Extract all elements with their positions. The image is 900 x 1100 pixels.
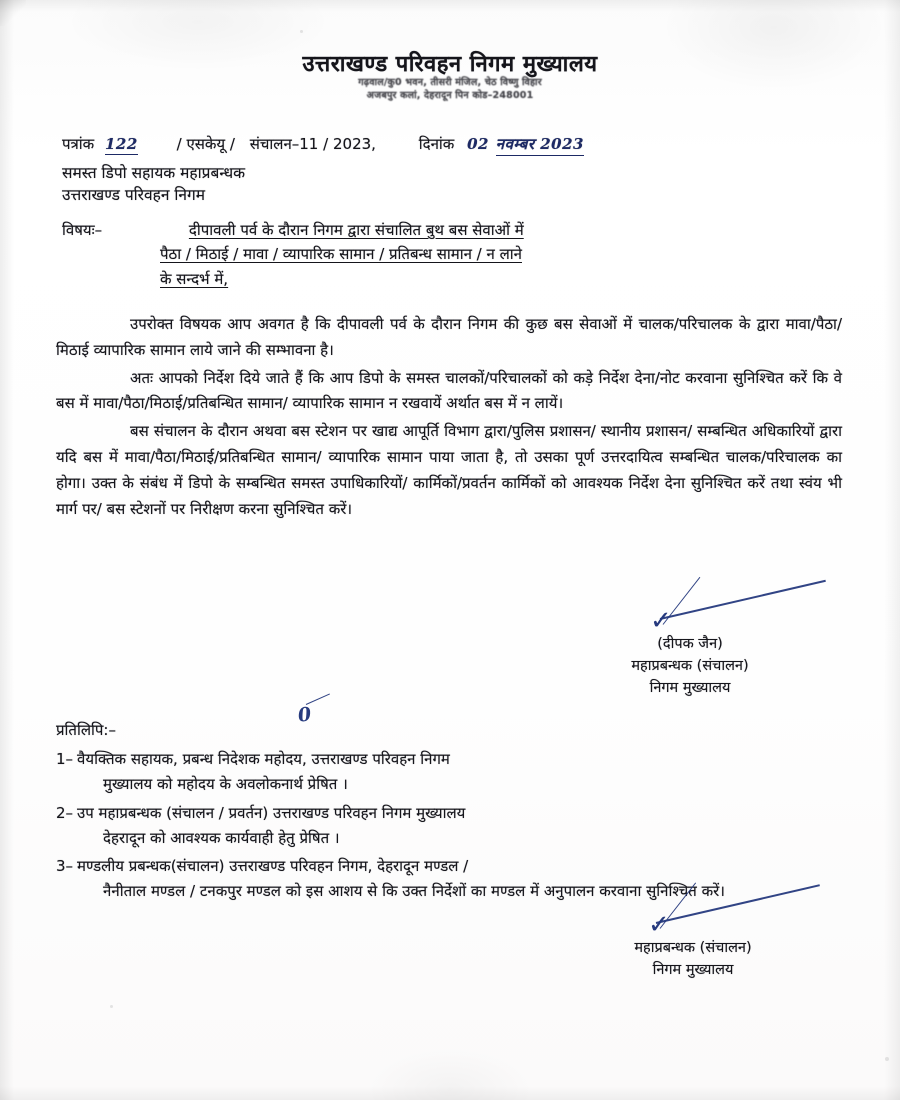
letter-body: [56, 312, 842, 524]
subject-line-1: दीपावली पर्व के दौरान निगम द्वारा संचालित बुथ बस सेवाओं में: [188, 221, 524, 239]
signature-stroke-main-2: [663, 577, 701, 625]
reference-separator-1: /: [176, 135, 182, 153]
copy-item-text: [77, 747, 846, 797]
subject-line-2: पैठा / मिठाई / मावा / व्यापारिक सामान / प्रतिबन्ध सामान / न लाने: [160, 245, 522, 264]
letterhead: [0, 52, 900, 103]
copy-item-text: [77, 801, 846, 851]
letterhead-address-line-1: गढ़वाल/कु0 भवन, तीसरी मंजिल, चेठ विष्णु विहार: [358, 77, 542, 89]
subject-label: विषयः–: [62, 221, 103, 239]
scan-edge-shadow-right: [884, 0, 900, 1100]
signatory-designation: महाप्रबन्धक (संचालन): [631, 657, 749, 674]
copy-list-item: [56, 854, 846, 904]
margin-mark-stroke: [306, 693, 330, 704]
signatory-name: (दीपक जैन): [657, 636, 723, 652]
copy-list-item: [56, 801, 846, 851]
scan-edge-shadow-left: [0, 0, 14, 1100]
subject-line-3: के सन्दर्भ में,: [160, 269, 229, 288]
signature-block-copy: [548, 938, 838, 982]
copy-distribution-section: [56, 718, 846, 907]
page-corner-fold: [0, 0, 26, 26]
body-paragraph-2: अतः आपको निर्देश दिये जाते हैं कि आप डिपो के समस्त चालकों/परिचालकों को कड़े निर्देश देना/नोट करवाना सुनिश्चित करें कि वे बस में मावा/पैठा/मिठाई/प्रतिबन्धित सामान/ व्यापारिक सामान न रखवायें अर्थात बस में न लायें।: [56, 368, 842, 413]
addressee-line-1: समस्त डिपो सहायक महाप्रबन्धक: [62, 164, 246, 182]
date-day-handwritten: 02: [467, 135, 489, 153]
signatory-office: निगम मुख्यालय: [649, 679, 731, 696]
organization-title: उत्तराखण्ड परिवहन निगम मुख्यालय: [302, 52, 598, 77]
copy-item-number: 2–: [56, 803, 74, 822]
margin-handwritten-mark: 0: [296, 703, 313, 727]
copy-item-continuation: मुख्यालय को महोदय के अवलोकनार्थ प्रेषित ।: [103, 775, 348, 794]
body-paragraph-3: बस संचालन के दौरान अथवा बस स्टेशन पर खाद्य आपूर्ति विभाग द्वारा/पुलिस प्रशासन/ स्थानीय प्रशासन/ सम्बन्धित अधिकारियों द्वारा यदि बस में मावा/पैठा/मिठाई/प्रतिबन्धित सामान/ व्यापारिक सामान पाया जाता है, तो उसका पूर्ण उत्तरदायित्व सम्बन्धित चालक/परिचालक का होगा। उक्त के संबंध में डिपो के सम्बन्धित समस्त उपाधिकारियों/ कार्मिकों/प्रवर्तन कार्मिकों को आवश्यक निर्देश देना सुनिश्चित करें तथा स्वंय भी मार्ग पर/ बस स्टेशनों पर निरीक्षण करना सुनिश्चित करें।: [56, 422, 842, 518]
copy-item-text: [77, 854, 846, 904]
addressee-block: [62, 162, 245, 207]
letterhead-address-line-2: अजबपुर कलां, देहरादून पिन कोड–248001: [366, 90, 534, 102]
reference-number-handwritten: 122: [105, 135, 138, 153]
scan-speck: [300, 30, 303, 33]
reference-year: 2023,: [332, 135, 376, 153]
handwritten-signature-main: ✓: [650, 606, 672, 636]
reference-line: [62, 134, 842, 156]
date-month-year-handwritten: नवम्बर 2023: [496, 134, 584, 156]
copy-item-main-text: उप महाप्रबन्धक (संचालन / प्रवर्तन) उत्तराखण्ड परिवहन निगम मुख्यालय: [77, 803, 466, 822]
copy-item-number: 1–: [56, 750, 74, 769]
subject-block: [62, 218, 832, 291]
scan-edge-shadow-top: [0, 0, 900, 12]
addressee-line-2: उत्तराखण्ड परिवहन निगम: [62, 186, 205, 205]
scan-edge-shadow-bottom: [0, 1086, 900, 1100]
copy-item-main-text: मण्डलीय प्रबन्धक(संचालन) उत्तराखण्ड परिवहन निगम, देहरादून मण्डल /: [77, 856, 469, 875]
reference-separator-2: /: [229, 135, 235, 153]
copy-item-continuation: देहरादून को आवश्यक कार्यवाही हेतु प्रेषित ।: [103, 828, 340, 847]
copy-item-main-text: वैयक्तिक सहायक, प्रबन्ध निदेशक महोदय, उत्तराखण्ड परिवहन निगम: [77, 750, 450, 769]
copy-signatory-designation: महाप्रबन्धक (संचालन): [634, 940, 752, 956]
copy-item-continuation: नैनीताल मण्डल / टनकपुर मण्डल को इस आशय से कि उक्त निर्देशों का मण्डल में अनुपालन करवाना सुनिश्चित करें।: [103, 882, 725, 901]
scan-speck: [110, 1005, 113, 1008]
body-paragraph-1: उपरोक्त विषयक आप अवगत है कि दीपावली पर्व के दौरान निगम की कुछ बस सेवाओं में चालक/परिचालक के द्वारा मावा/पैठा/मिठाई व्यापारिक सामान लाये जाने की सम्भावना है।: [56, 315, 842, 359]
copy-list-item: [56, 747, 846, 797]
reference-subject-code: संचालन–11: [249, 135, 319, 153]
reference-separator-3: /: [323, 135, 329, 153]
copy-section-label: प्रतिलिपि:–: [56, 721, 116, 739]
scan-speck: [885, 1057, 889, 1061]
signature-stroke-main: [660, 580, 826, 620]
handwritten-signature-copy: ✓: [648, 910, 670, 940]
reference-dept-code: एसकेयू: [186, 135, 226, 153]
date-label: दिनांक: [418, 135, 455, 153]
copy-signatory-office: निगम मुख्यालय: [652, 961, 734, 978]
signature-block-main: [560, 634, 820, 699]
copy-item-number: 3–: [56, 856, 74, 875]
reference-label: पत्रांक: [62, 135, 95, 153]
